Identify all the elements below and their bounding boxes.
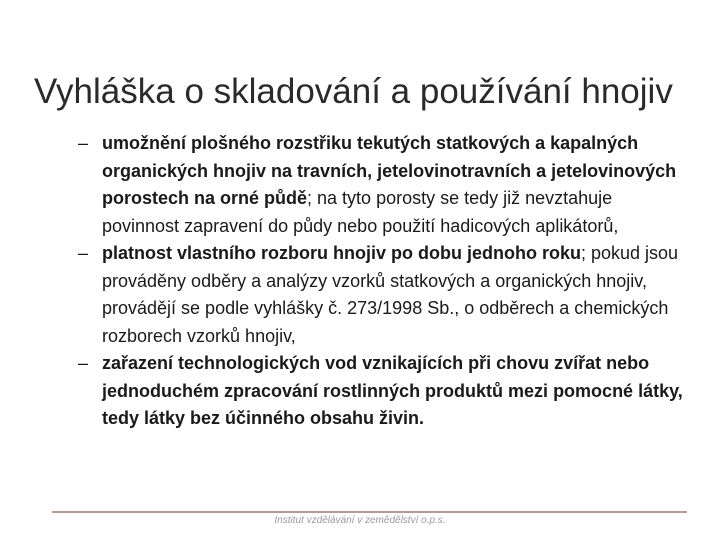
bullet-text: ; pokud jsou prováděny odběry a analýzy vzorků statkových a organických hnojiv, provádějí se podle vyhlášky č. 273/1998 Sb., o odběrech a chemických rozborech vzorků hnojiv, — [102, 243, 679, 346]
bullet-item-2 — [78, 240, 690, 350]
footer-divider — [52, 511, 687, 513]
bullet-list — [78, 130, 690, 433]
bullet-bold-text: zařazení technologických vod vznikajících při chovu zvířat nebo jednoduchém zpracování rostlinných produktů mezi pomocné látky, tedy látky bez účinného obsahu živin. — [102, 353, 683, 428]
bullet-text: ; na tyto porosty se tedy již nevztahuje povinnost zapravení do půdy nebo použití hadicových aplikátorů, — [102, 188, 619, 236]
footer-text: Institut vzdělávání v zemědělství o.p.s. — [274, 515, 446, 526]
bullet-marker: – — [78, 353, 89, 373]
bullet-marker: – — [78, 133, 89, 153]
bullet-marker: – — [78, 243, 89, 263]
slide-title: Vyhláška o skladování a používání hnojiv — [34, 72, 673, 111]
bullet-item-3 — [78, 350, 690, 433]
bullet-bold-text: platnost vlastního rozboru hnojiv po dobu jednoho roku — [102, 243, 581, 263]
bullet-item-1 — [78, 130, 690, 240]
bullet-bold-text: umožnění plošného rozstřiku tekutých statkových a kapalných organických hnojiv na travních, jetelovinotravních a jetelovinových porostech na orné půdě — [102, 133, 677, 208]
